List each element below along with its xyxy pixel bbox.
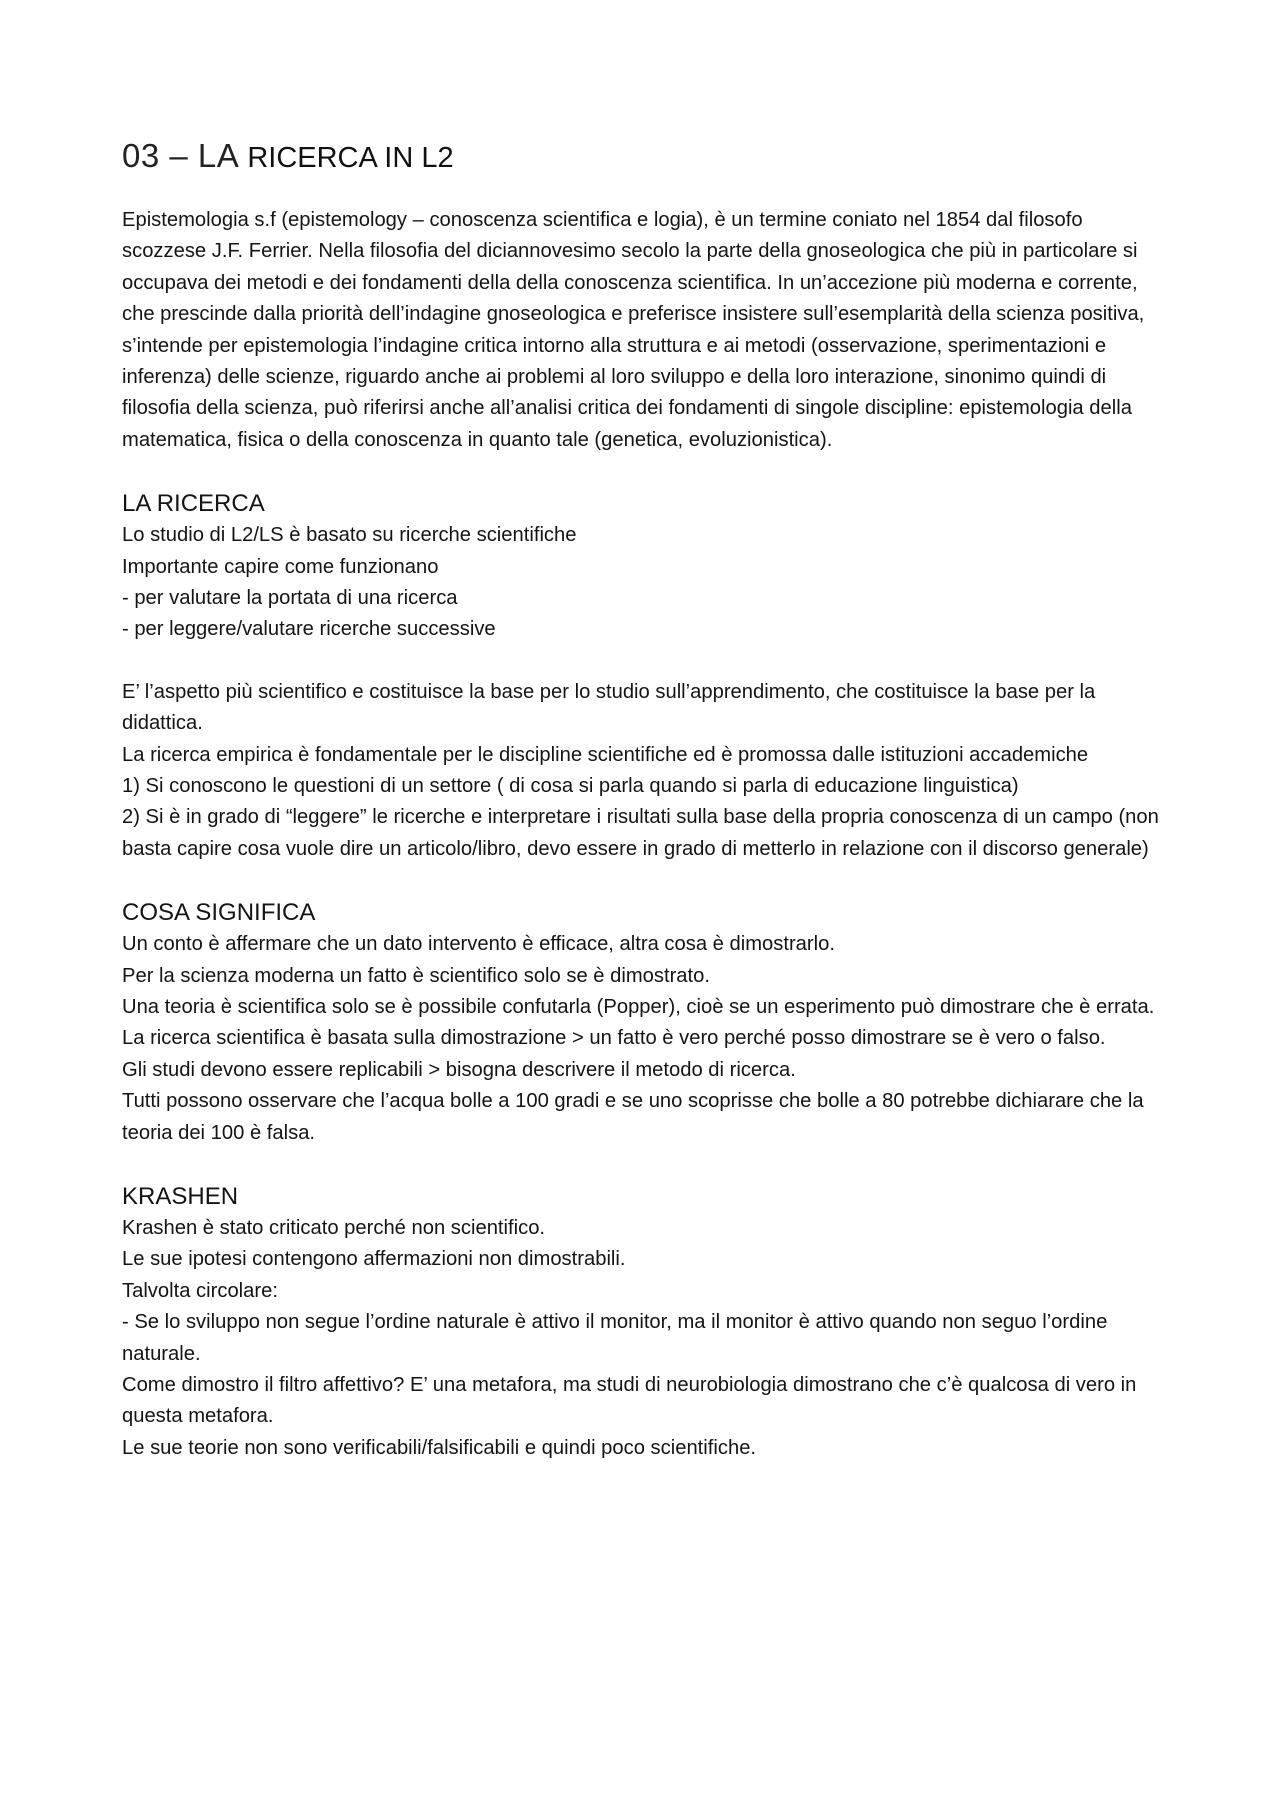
text-line: Gli studi devono essere replicabili > bisogna descrivere il metodo di ricerca. (122, 1058, 796, 1081)
page-title (122, 138, 1160, 175)
section-heading: LA RICERCA (122, 490, 265, 518)
text-line: Talvolta circolare: (122, 1279, 278, 1302)
text-line: - per leggere/valutare ricerche successive (122, 618, 496, 641)
text-line: Per la scienza moderna un fatto è scientifico solo se è dimostrato. (122, 964, 710, 987)
intro-paragraph: Epistemologia s.f (epistemology – conoscenza scientifica e logia), è un termine coniato nel 1854 dal filosofo scozzese J.F. Ferrier. Nella filosofia del diciannovesimo secolo la parte della gnoseologica che più in particolare si occupava dei metodi e dei fondamenti della della conoscenza scientifica. In un’accezione più moderna e corrente, che prescinde dalla priorità dell’indagine gnoseologica e preferisce insistere sull’esemplarità della scienza positiva, s’intende per epistemologia l’indagine critica intorno alla struttura e ai metodi (osservazione, sperimentazioni e inferenza) delle scienze, riguardo anche ai problemi al loro sviluppo e della loro interazione, sinonimo quindi di filosofia della scienza, può riferirsi anche all’analisi critica dei fondamenti di singole discipline: epistemologia della matematica, fisica o della conoscenza in quanto tale (genetica, evoluzionistica). (122, 208, 1145, 451)
text-line: Le sue teorie non sono verificabili/falsificabili e quindi poco scientifiche. (122, 1436, 757, 1459)
text-line: 1) Si conoscono le questioni di un settore ( di cosa si parla quando si parla di educazione linguistica) (122, 774, 1019, 797)
text-line: La ricerca scientifica è basata sulla dimostrazione > un fatto è vero perché posso dimostrare se è vero o falso. (122, 1027, 1106, 1050)
text-line: Tutti possono osservare che l’acqua bolle a 100 gradi e se uno scoprisse che bolle a 80 potrebbe dichiarare che la teoria dei 100 è falsa. (122, 1090, 1144, 1144)
section-heading: COSA SIGNIFICA (122, 899, 316, 927)
section-body (122, 520, 1160, 865)
section-krashen (122, 1180, 1160, 1464)
section-la-ricerca (122, 487, 1160, 865)
section-body (122, 929, 1160, 1149)
text-line: Una teoria è scientifica solo se è possibile confutarla (Popper), cioè se un esperimento può dimostrare che è errata. (122, 996, 1155, 1019)
text-line: Come dimostro il filtro affettivo? E’ una metafora, ma studi di neurobiologia dimostrano che c’è qualcosa di vero in questa metafora. (122, 1374, 1137, 1428)
text-line: Le sue ipotesi contengono affermazioni non dimostrabili. (122, 1248, 626, 1271)
text-line: Importante capire come funzionano (122, 555, 439, 578)
section-body (122, 1213, 1160, 1464)
text-line: - Se lo sviluppo non segue l’ordine naturale è attivo il monitor, ma il monitor è attivo quando non seguo l’ordine naturale. (122, 1311, 1108, 1365)
section-heading: KRASHEN (122, 1183, 239, 1211)
page-title-main: RICERCA IN L2 (239, 142, 454, 174)
text-line: Krashen è stato criticato perché non scientifico. (122, 1217, 546, 1240)
text-line: La ricerca empirica è fondamentale per le discipline scientifiche ed è promossa dalle istituzioni accademiche (122, 743, 1089, 766)
text-line: - per valutare la portata di una ricerca (122, 586, 458, 609)
page-title-prefix: 03 – LA (122, 137, 240, 174)
text-line: Lo studio di L2/LS è basato su ricerche scientifiche (122, 524, 577, 547)
text-line: E’ l’aspetto più scientifico e costituisce la base per lo studio sull’apprendimento, che costituisce la base per la didattica. (122, 680, 1096, 735)
paragraph-gap (122, 646, 1160, 677)
section-cosa-significa (122, 896, 1160, 1149)
text-line: 2) Si è in grado di “leggere” le ricerche e interpretare i risultati sulla base della propria conoscenza di un campo (non basta capire cosa vuole dire un articolo/libro, devo essere in grado di metterlo in relazione con il discorso generale) (122, 806, 1159, 860)
text-line: Un conto è affermare che un dato intervento è efficace, altra cosa è dimostrarlo. (122, 933, 835, 956)
